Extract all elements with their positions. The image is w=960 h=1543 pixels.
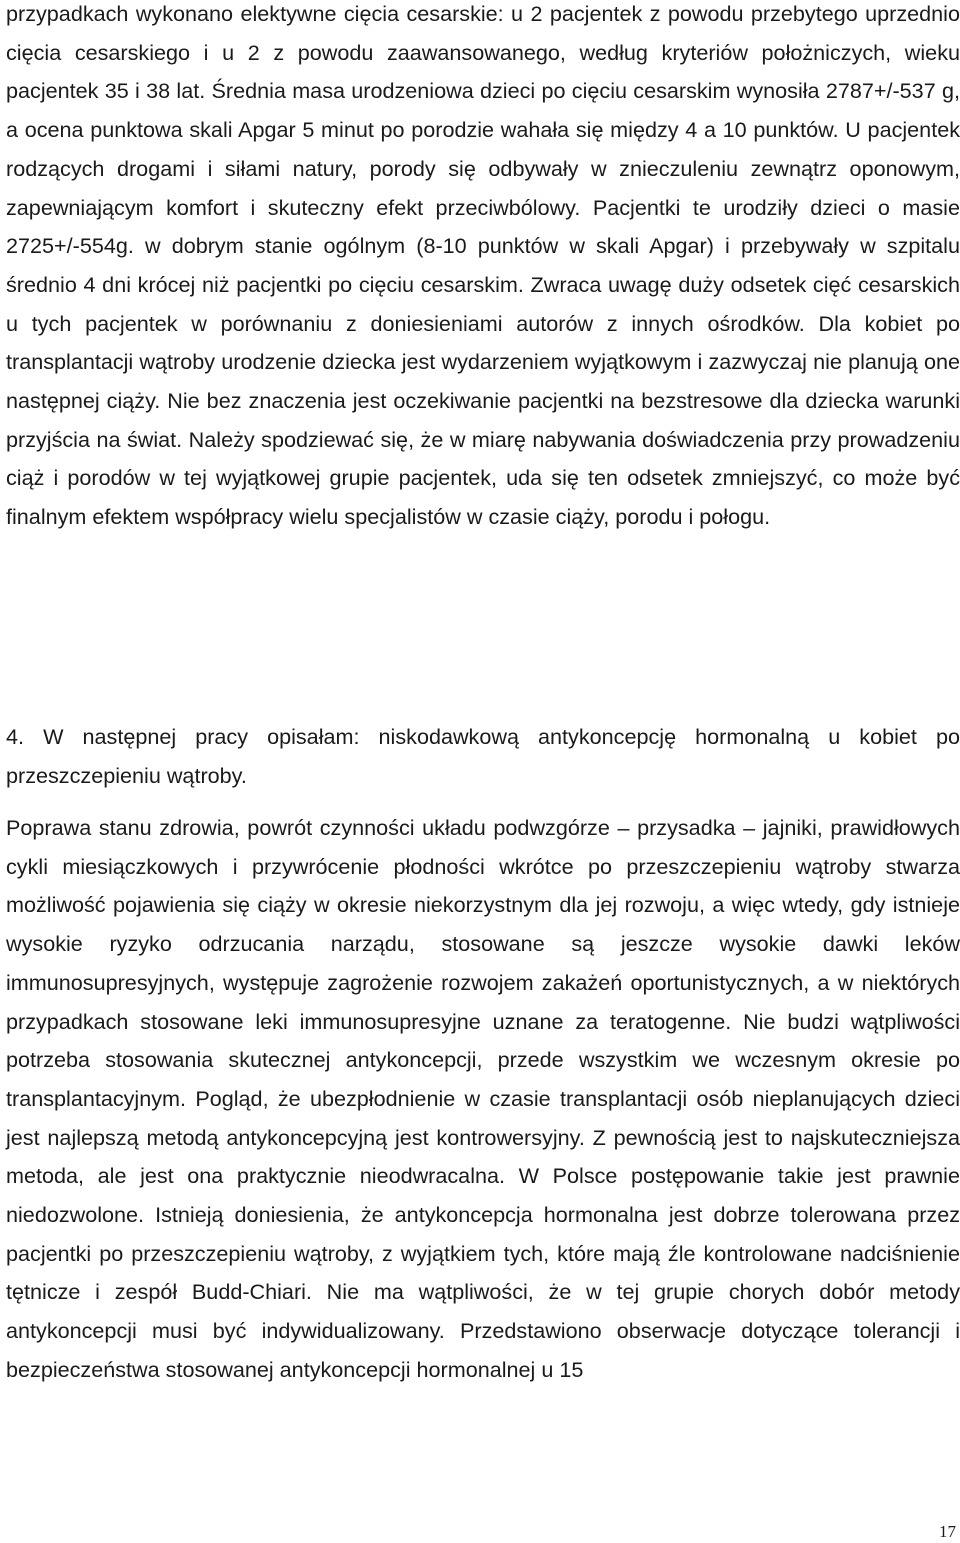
paragraph-outcomes-part-2: U pacjentek rodzących drogami i siłami natury, porody się odbywały w znieczuleniu zewnątrz oponowym, zapewniającym komfort i skuteczny efekt przeciwbólowy. Pacjentki te urodziły dzieci o masie 2725+/-554g. [6, 117, 960, 259]
paragraph-outcomes [6, 0, 960, 537]
page-number: 17 [939, 1522, 956, 1541]
section-heading: 4. W następnej pracy opisałam: niskodawkową antykoncepcję hormonalną u kobiet po przeszczepieniu wątroby. [6, 724, 960, 788]
paragraph-contraception: Poprawa stanu zdrowia, powrót czynności układu podwzgórze – przysadka – jajniki, prawidłowych cykli miesiączkowych i przywrócenie płodności wkrótce po przeszczepieniu wątroby stwarza możliwość pojawienia się ciąży w okresie niekorzystnym dla jej rozwoju, a więc wtedy, gdy istnieje wysokie ryzyko odrzucania narządu, stosowane są jeszcze wysokie dawki leków immunosupresyjnych, występuje zagrożenie rozwojem zakażeń oportunistycznych, a w niektórych przypadkach stosowane leki immunosupresyjne uznane za teratogenne. Nie budzi wątpliwości potrzeba stosowania skutecznej antykoncepcji, przede wszystkim we wczesnym okresie po transplantacyjnym. Pogląd, że ubezpłodnienie w czasie transplantacji osób nieplanujących dzieci jest najlepszą metodą antykoncepcyjną jest kontrowersyjny. Z pewnością jest to najskuteczniejsza metoda, ale jest ona praktycznie nieodwracalna. W Polsce postępowanie takie jest prawnie niedozwolone. Istnieją doniesienia, że antykoncepcja hormonalna jest dobrze tolerowana przez pacjentki po przeszczepieniu wątroby, z wyjątkiem tych, które mają źle kontrolowane nadciśnienie tętnicze i zespół Budd-Chiari. Nie ma wątpliwości, że w tej grupie chorych dobór metody antykoncepcji musi być indywidualizowany. Przedstawiono obserwacje dotyczące tolerancji i bezpieczeństwa stosowanej antykoncepcji hormonalnej u 15 [6, 815, 960, 1382]
paragraph-outcomes-part-1: przypadkach wykonano elektywne cięcia cesarskie: u 2 pacjentek z powodu przebytego uprzednio cięcia cesarskiego i u 2 z powodu zaawansowanego, według kryteriów położniczych, wieku pacjentek 35 i 38 lat. Średnia masa urodzeniowa dzieci po cięciu cesarskim wynosiła 2787+/-537 g, a ocena punktowa skali Apgar 5 minut po porodzie wahała się między 4 a 10 punktów. [6, 1, 960, 143]
paragraph-outcomes-part-3: w dobrym stanie ogólnym (8-10 punktów w skali Apgar) i przebywały w szpitalu średnio 4 dni krócej niż pacjentki po cięciu cesarskim. Zwraca uwagę duży odsetek cięć cesarskich u tych pacjentek w porównaniu z doniesieniami autorów z innych ośrodków. Dla kobiet po transplantacji wątroby urodzenie dziecka jest wydarzeniem wyjątkowym i zazwyczaj nie planują one następnej ciąży. Nie bez znaczenia jest oczekiwanie pacjentki na bezstresowe dla dziecka warunki przyjścia na świat. Należy spodziewać się, że w miarę nabywania doświadczenia przy prowadzeniu ciąż i porodów w tej wyjątkowej grupie pacjentek, uda się ten odsetek zmniejszyć, co może być finalnym efektem współpracy wielu specjalistów w czasie ciąży, porodu i połogu. [6, 233, 960, 530]
